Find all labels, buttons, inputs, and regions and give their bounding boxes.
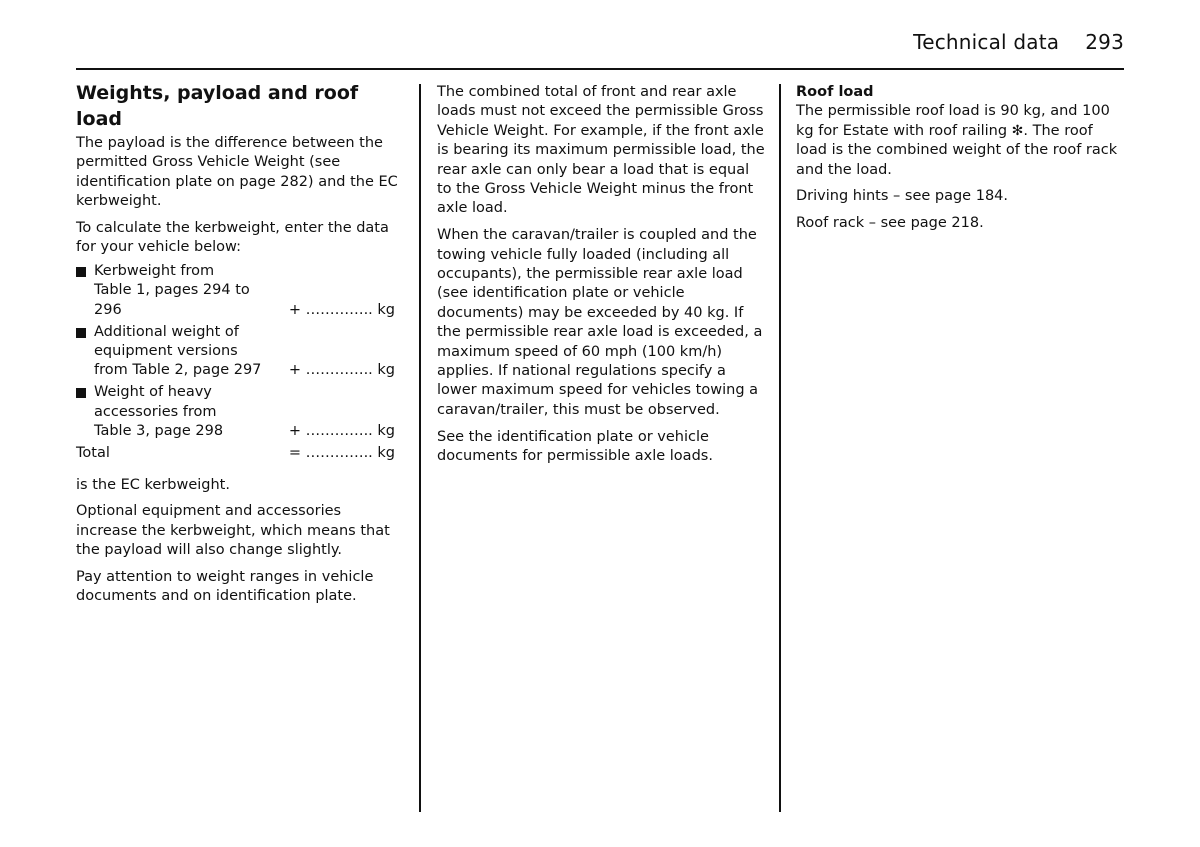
roof-load-paragraph: The permissible roof load is 90 kg, and 100 kg for Estate with roof railing ✻. The roof load is the combined weight of the roof rack and the load.: [796, 103, 1118, 178]
payload-definition: The payload is the difference between the permitted Gross Vehicle Weight (see identification plate on page 282) and the EC kerbweight.: [76, 135, 398, 210]
calc-item-kerbweight: [76, 262, 406, 320]
page-number: 293: [1085, 30, 1124, 54]
calc-item-accessories: [76, 383, 406, 441]
column-divider-1: [419, 84, 421, 812]
calculate-intro: To calculate the kerbweight, enter the data for your vehicle below:: [76, 220, 389, 256]
calc-item-text: Kerbweight from: [94, 262, 215, 279]
column-roof-load: [796, 83, 1126, 241]
calc-item-text: from Table 2, page 297: [94, 362, 262, 379]
roof-rack-reference: Roof rack – see page 218.: [796, 215, 984, 232]
calc-amount-field: + ………….. kg: [288, 362, 395, 379]
section-title: Technical data: [913, 30, 1060, 54]
section-heading: Weights, payload and roof load: [76, 82, 359, 130]
calc-item-text: Additional weight of: [94, 323, 239, 340]
calc-total-amount: = ………….. kg: [288, 445, 395, 462]
calc-item-text: 296: [94, 301, 122, 318]
page-header: [913, 28, 1124, 56]
calc-item-text: equipment versions: [94, 343, 238, 360]
bullet-square-icon: [76, 388, 86, 398]
calc-amount-field: + ………….. kg: [288, 423, 395, 440]
weight-ranges-note: Pay attention to weight ranges in vehicle documents and on identification plate.: [76, 569, 374, 605]
calc-total-row: [76, 444, 406, 463]
driving-hints-reference: Driving hints – see page 184.: [796, 188, 1008, 205]
calc-item-text: Table 1, pages 294 to: [94, 282, 250, 299]
column-divider-2: [779, 84, 781, 812]
caravan-trailer-paragraph: When the caravan/trailer is coupled and the towing vehicle fully loaded (including all occupants), the permissible rear axle load (see identification plate or vehicle documents) may be exceeded by 40 kg. If the permissible rear axle load is exceeded, a maximum speed of 60 mph (100 km/h) applies. If national regulations specify a lower maximum speed for vehicles towing a caravan/trailer, this must be observed.: [437, 227, 763, 418]
axle-load-paragraph: The combined total of front and rear axle loads must not exceed the permissible Gross Vehicle Weight. For example, if the front axle is bearing its maximum permissible load, the rear axle can only bear a load that is equal to the Gross Vehicle Weight minus the front axle load.: [437, 84, 765, 217]
snowflake-icon: ✻: [1011, 122, 1024, 139]
header-rule: [76, 68, 1124, 70]
calc-item-text: Table 3, page 298: [94, 423, 224, 440]
calc-amount-field: + ………….. kg: [288, 301, 395, 318]
calc-total-label: Total: [76, 445, 110, 462]
kerbweight-calculation: [76, 262, 406, 464]
ec-kerbweight-note: is the EC kerbweight.: [76, 476, 230, 493]
bullet-square-icon: [76, 328, 86, 338]
calc-item-text: accessories from: [94, 403, 217, 420]
optional-equipment-note: Optional equipment and accessories increase the kerbweight, which means that the payload will also change slightly.: [76, 503, 390, 559]
roof-load-heading: Roof load: [796, 84, 874, 100]
column-weights: [76, 80, 406, 614]
calc-item-text: Weight of heavy: [94, 384, 212, 401]
bullet-square-icon: [76, 267, 86, 277]
calc-item-equipment: [76, 323, 406, 381]
column-axle-loads: [437, 83, 767, 474]
identification-plate-paragraph: See the identification plate or vehicle documents for permissible axle loads.: [437, 428, 713, 465]
